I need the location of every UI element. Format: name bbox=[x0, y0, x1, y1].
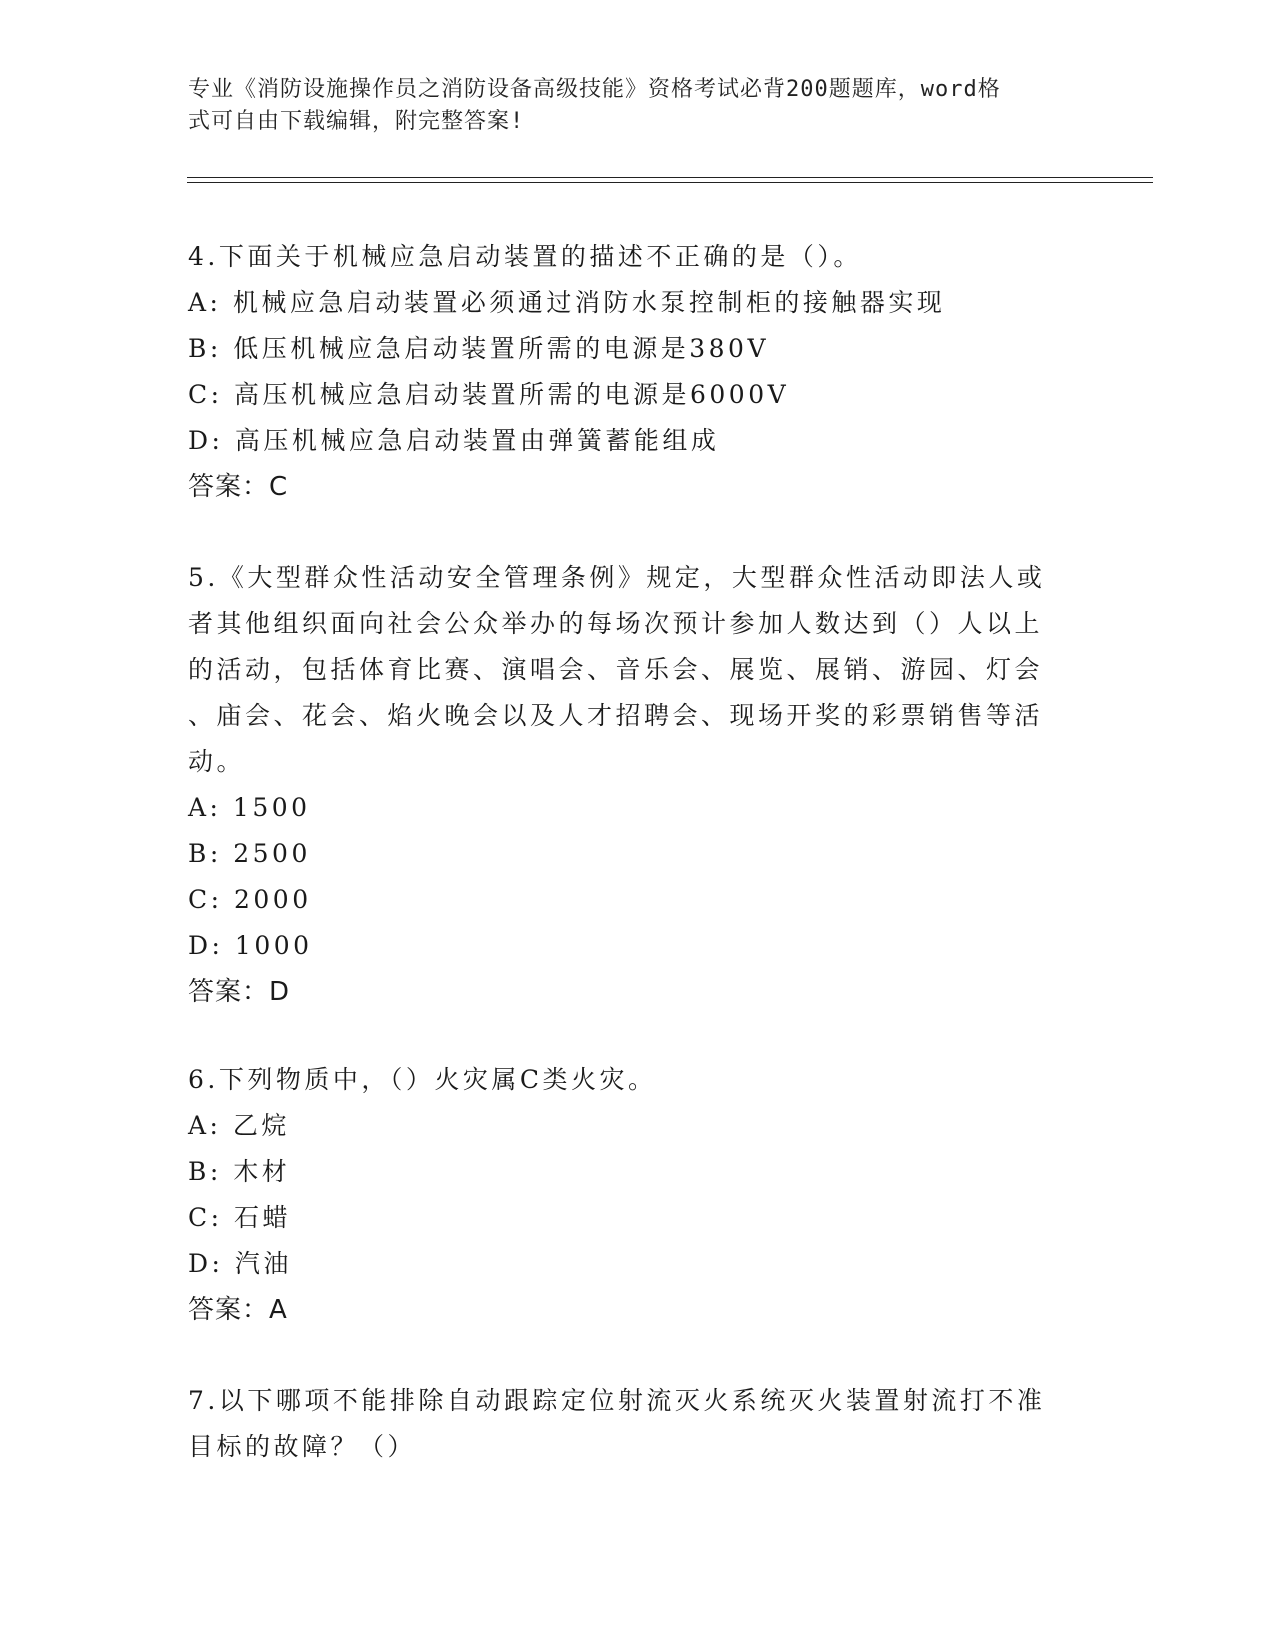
option-c: C: 2000 bbox=[188, 885, 312, 914]
header-divider-bottom bbox=[187, 182, 1153, 183]
question-text: 动。 bbox=[188, 747, 246, 776]
option-a: A: 1500 bbox=[188, 793, 311, 822]
option-b: B: 2500 bbox=[188, 839, 311, 868]
answer: 答案：C bbox=[188, 472, 289, 502]
option-c: C: 石蜡 bbox=[188, 1203, 291, 1232]
question-7 bbox=[188, 1378, 1068, 1470]
document-header bbox=[188, 74, 1068, 138]
question-6 bbox=[188, 1057, 1068, 1333]
question-text: 的活动，包括体育比赛、演唱会、音乐会、展览、展销、游园、灯会 bbox=[188, 655, 1044, 684]
option-b: B: 低压机械应急启动装置所需的电源是380V bbox=[188, 334, 770, 363]
option-b: B: 木材 bbox=[188, 1157, 291, 1186]
question-text: 者其他组织面向社会公众举办的每场次预计参加人数达到（）人以上 bbox=[188, 609, 1044, 638]
question-text: 5.《大型群众性活动安全管理条例》规定，大型群众性活动即法人或 bbox=[188, 563, 1046, 592]
header-divider-top bbox=[187, 177, 1153, 178]
question-text: 6.下列物质中，（）火灾属C类火灾。 bbox=[188, 1065, 657, 1094]
option-d: D: 汽油 bbox=[188, 1249, 292, 1278]
question-text: 7.以下哪项不能排除自动跟踪定位射流灭火系统灭火装置射流打不准 bbox=[188, 1386, 1046, 1415]
question-text: 4.下面关于机械应急启动装置的描述不正确的是（）。 bbox=[188, 242, 862, 271]
option-a: A: 机械应急启动装置必须通过消防水泵控制柜的接触器实现 bbox=[188, 288, 946, 317]
option-c: C: 高压机械应急启动装置所需的电源是6000V bbox=[188, 380, 790, 409]
answer: 答案：A bbox=[188, 1295, 288, 1325]
header-line-2: 式可自由下载编辑，附完整答案! bbox=[188, 109, 525, 134]
question-text: 目标的故障？（） bbox=[188, 1432, 417, 1461]
question-text: 、庙会、花会、焰火晚会以及人才招聘会、现场开奖的彩票销售等活 bbox=[188, 701, 1044, 730]
option-a: A: 乙烷 bbox=[188, 1111, 290, 1140]
answer: 答案：D bbox=[188, 977, 291, 1007]
question-5 bbox=[188, 555, 1068, 1015]
header-line-1: 专业《消防设施操作员之消防设备高级技能》资格考试必背200题题库，word格 bbox=[188, 77, 1001, 102]
option-d: D: 高压机械应急启动装置由弹簧蓄能组成 bbox=[188, 426, 720, 455]
option-d: D: 1000 bbox=[188, 931, 313, 960]
question-4 bbox=[188, 234, 1068, 510]
